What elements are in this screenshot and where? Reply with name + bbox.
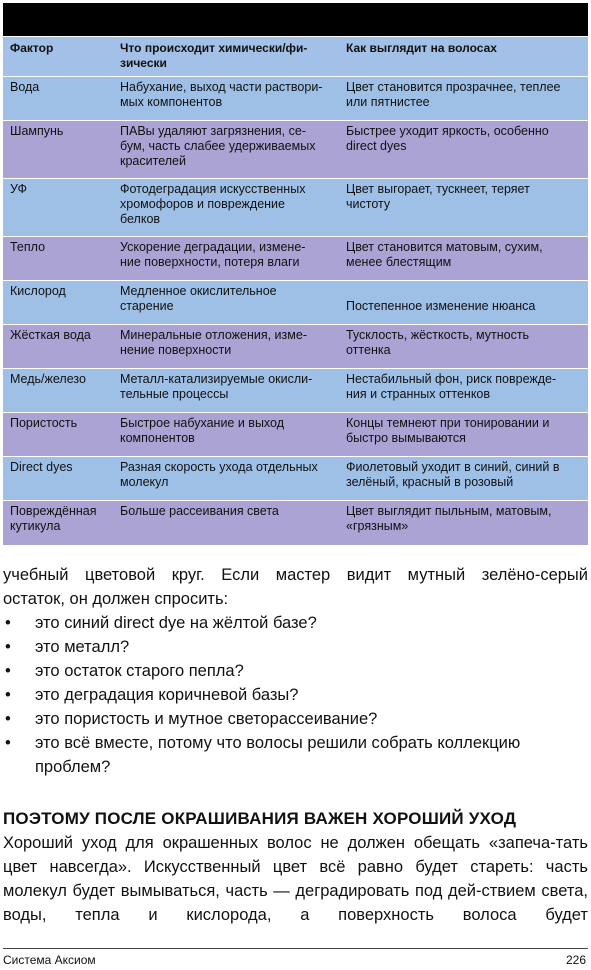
cell-appearance: Цвет становится прозрачнее, теплее или пятнистее — [339, 77, 588, 121]
question-item — [3, 731, 588, 779]
header-appearance: Как выглядит на волосах — [339, 37, 588, 77]
cell-factor: Медь/железо — [3, 369, 113, 413]
intro-line-2: остаток, он должен спросить: — [3, 590, 229, 608]
cell-appearance: Концы темнеют при тонировании и быстро вымываются — [339, 413, 588, 457]
factors-table — [3, 36, 588, 545]
question-item — [3, 659, 588, 683]
table-row — [3, 413, 588, 457]
bullet-icon: • — [5, 686, 11, 704]
cell-appearance: Постепенное изменение нюанса — [339, 281, 588, 325]
intro-text — [3, 563, 588, 611]
cell-factor: Повреждённая кутикула — [3, 501, 113, 545]
cell-factor: Пористость — [3, 413, 113, 457]
question-item — [3, 683, 588, 707]
table-row — [3, 77, 588, 121]
cell-appearance: Тусклость, жёсткость, мутность оттенка — [339, 325, 588, 369]
table-row — [3, 457, 588, 501]
question-text: это синий direct dye на жёлтой базе? — [35, 614, 317, 632]
cell-factor: Direct dyes — [3, 457, 113, 501]
cell-appearance: Фиолетовый уходит в синий, синий в зелёный, красный в розовый — [339, 457, 588, 501]
table-row — [3, 237, 588, 281]
cell-factor: Вода — [3, 77, 113, 121]
cell-appearance: Быстрее уходит яркость, особенно direct dyes — [339, 121, 588, 179]
question-text: это металл? — [35, 638, 130, 656]
bullet-icon: • — [5, 710, 11, 728]
questions-block — [3, 611, 588, 779]
cell-factor: Жёсткая вода — [3, 325, 113, 369]
bullet-icon: • — [5, 734, 11, 752]
table-row — [3, 369, 588, 413]
cell-appearance: Цвет выглядит пыльным, матовым, «грязным» — [339, 501, 588, 545]
question-text: это деградация коричневой базы? — [35, 686, 299, 704]
table-header-row — [3, 37, 588, 77]
cell-chemistry: Медленное окислительное старение — [113, 281, 339, 325]
footer-rule — [3, 948, 588, 949]
question-item — [3, 707, 588, 731]
cell-chemistry: Минеральные отложения, изме- нение поверхности — [113, 325, 339, 369]
section-paragraph: Хороший уход для окрашенных волос не должен обещать «запеча-тать цвет навсегда». Искусственный цвет всё равно будет стареть: часть молекул будет вымываться, часть — деградировать под дей-ствием света, воды, тепла и кислорода, а поверхность волоса будет — [3, 834, 588, 924]
section-body — [3, 831, 588, 927]
cell-factor: Шампунь — [3, 121, 113, 179]
cell-appearance: Цвет выгорает, тускнеет, теряет чистоту — [339, 179, 588, 237]
cell-chemistry: Быстрое набухание и выход компонентов — [113, 413, 339, 457]
header-chemistry: Что происходит химически/фи- зически — [113, 37, 339, 77]
bullet-icon: • — [5, 662, 11, 680]
question-text: это остаток старого пепла? — [35, 662, 244, 680]
cell-factor: Тепло — [3, 237, 113, 281]
table-row — [3, 121, 588, 179]
table-row — [3, 281, 588, 325]
cell-chemistry: ПАВы удаляют загрязнения, се- бум, часть слабее удерживаемых красителей — [113, 121, 339, 179]
table-title-bar — [3, 3, 588, 36]
cell-chemistry: Металл-катализируемые окисли- тельные процессы — [113, 369, 339, 413]
question-item — [3, 635, 588, 659]
cell-chemistry: Набухание, выход части раствори- мых компонентов — [113, 77, 339, 121]
cell-chemistry: Фотодеградация искусственных хромофоров и повреждение белков — [113, 179, 339, 237]
header-factor: Фактор — [3, 37, 113, 77]
question-item — [3, 611, 588, 635]
page-number: 226 — [565, 953, 586, 967]
cell-factor: Кислород — [3, 281, 113, 325]
table-body — [3, 77, 588, 545]
question-list — [3, 611, 588, 779]
bullet-icon: • — [5, 638, 11, 656]
footer-title: Система Аксиом — [3, 953, 96, 967]
cell-chemistry: Разная скорость ухода отдельных молекул — [113, 457, 339, 501]
question-text: это пористость и мутное светорассеивание? — [35, 710, 378, 728]
cell-factor: УФ — [3, 179, 113, 237]
question-text: это всё вместе, потому что волосы решили собрать коллекцию проблем? — [35, 734, 521, 776]
cell-chemistry: Больше рассеивания света — [113, 501, 339, 545]
bullet-icon: • — [5, 614, 11, 632]
cell-chemistry: Ускорение деградации, измене- ние поверхности, потеря влаги — [113, 237, 339, 281]
intro-line-1: учебный цветовой круг. Если мастер видит мутный зелёно-серый — [3, 566, 588, 584]
table-row — [3, 179, 588, 237]
table-row — [3, 501, 588, 545]
cell-appearance: Цвет становится матовым, сухим, менее блестящим — [339, 237, 588, 281]
cell-appearance: Нестабильный фон, риск поврежде- ния и странных оттенков — [339, 369, 588, 413]
table-row — [3, 325, 588, 369]
section-heading: ПОЭТОМУ ПОСЛЕ ОКРАШИВАНИЯ ВАЖЕН ХОРОШИЙ УХОД — [3, 809, 517, 828]
